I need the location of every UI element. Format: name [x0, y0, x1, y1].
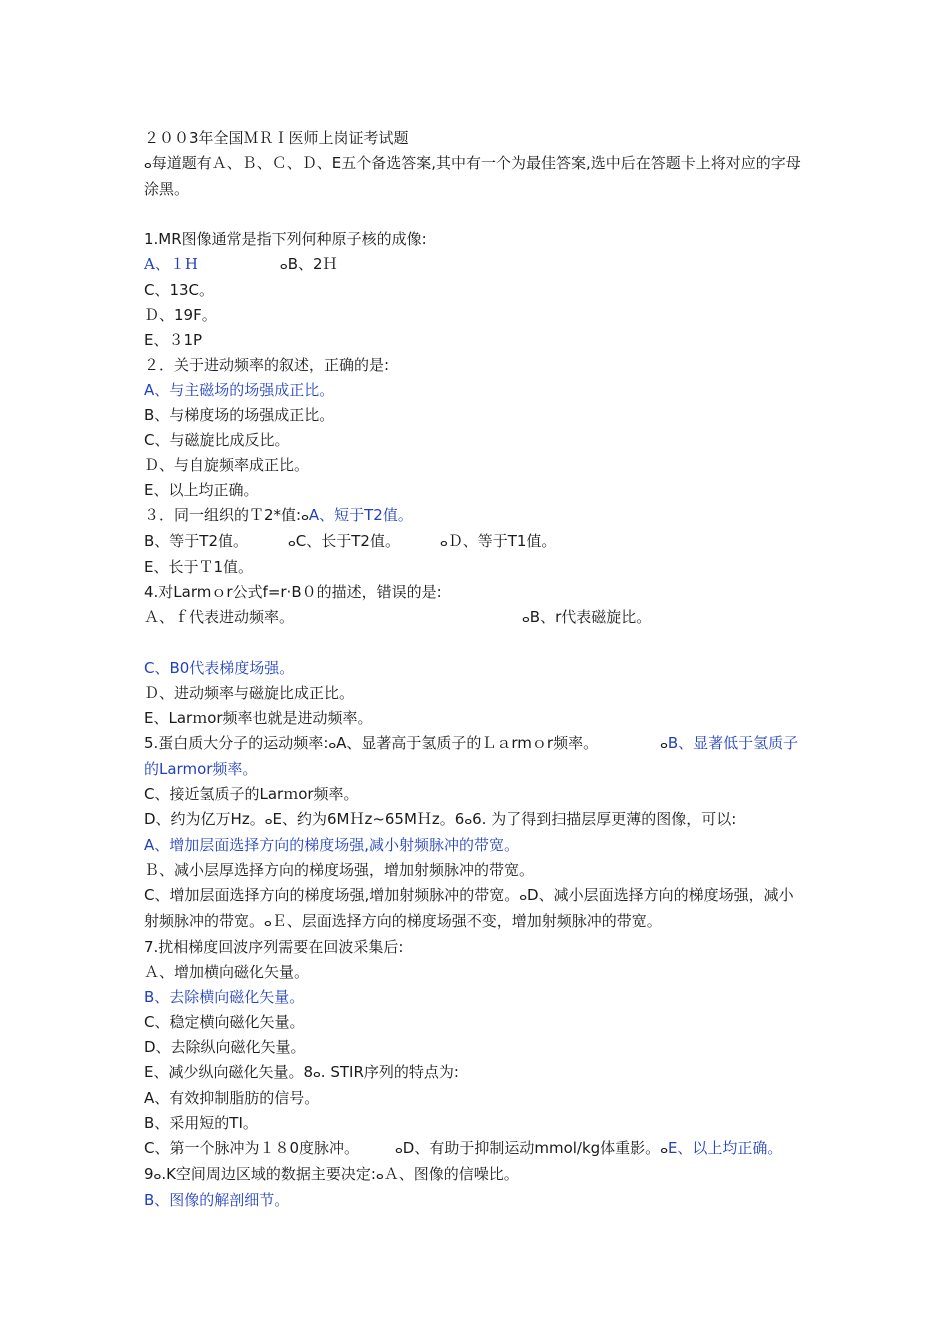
q5-option-a: A、显著高于氢质子的Ｌａrmｏr频率。	[336, 734, 599, 752]
instructions	[144, 151, 808, 202]
exam-content	[144, 126, 808, 1213]
q3-option-a: A、短于T2值。	[308, 506, 413, 524]
q3-option-e: E、长于Ｔ1值。	[144, 558, 254, 576]
q1-option-b: B、2Ｈ	[287, 255, 338, 273]
q5-option-c: C、接近氢质子的Larｍor频率。	[144, 785, 359, 803]
bullet-mark: ⴰ	[328, 737, 337, 751]
q7-option-d: D、去除纵向磁化矢量。	[144, 1038, 306, 1056]
spacer	[144, 202, 808, 227]
q6-number: 6	[454, 810, 465, 828]
q8-number: 8	[303, 1063, 314, 1081]
q3-stem: ３．同一组织的Ｔ2*值:	[144, 506, 302, 524]
bullet-mark: ⴰ	[439, 535, 448, 549]
q1-stem: 1.MR图像通常是指下列何种原子核的成像:	[144, 230, 427, 248]
q4-option-b: B、r代表磁旋比。	[529, 608, 652, 626]
q7-option-e: E、减少纵向磁化矢量。	[144, 1063, 304, 1081]
q9-option-a: Ａ、图像的信噪比。	[383, 1165, 519, 1183]
q5-option-e: E、约为6MＨz~65MＨz。	[272, 810, 455, 828]
q5-option-b: B、显著低于氢质子的Larmor频率。	[144, 734, 799, 778]
q7-option-a: Ａ、增加横向磁化矢量。	[144, 963, 310, 981]
q2-option-d: Ｄ、与自旋频率成正比。	[144, 456, 310, 474]
q8-option-c: C、第一个脉冲为１８0度脉冲。	[144, 1139, 360, 1157]
bullet-mark: ⴰ	[264, 813, 273, 827]
q7-option-c: C、稳定横向磁化矢量。	[144, 1013, 305, 1031]
bullet-mark: ⴰ	[464, 813, 473, 827]
q8-option-d: D、有助于抑制运动mmol/kg体重影。	[402, 1139, 661, 1157]
q5-option-d: D、约为亿万Hz。	[144, 810, 265, 828]
q6-option-e: Ｅ、层面选择方向的梯度场强不变，增加射频脉冲的带宽。	[271, 912, 662, 930]
q6-option-a: A、增加层面选择方向的梯度场强,减小射频脉冲的带宽。	[144, 836, 520, 854]
q9-option-b: B、图像的解剖细节。	[144, 1191, 290, 1209]
q9-number: 9	[144, 1165, 154, 1183]
instructions-text: 每道题有Ａ、Ｂ、Ｃ、Ｄ、E五个备选答案,其中有一个为最佳答案,选中后在答题卡上将对应的字母涂黑。	[144, 154, 801, 198]
q6-stem: 6. 为了得到扫描层厚更薄的图像，可以:	[472, 810, 737, 828]
q1-option-e: E、３1P	[144, 331, 203, 349]
spacer	[144, 631, 808, 656]
bullet-mark: ⴰ	[153, 1168, 162, 1182]
document-title: ２００3年全国ＭＲＩ医师上岗证考试题	[144, 129, 409, 147]
bullet-mark: ⴰ	[660, 737, 668, 751]
bullet-mark: ⴰ	[264, 915, 272, 929]
q3-stem-row	[144, 503, 808, 529]
q7-option-b: B、去除横向磁化矢量。	[144, 988, 305, 1006]
q3-option-c: C、长于T2值。	[295, 532, 400, 550]
q4-option-a: Ａ、ｆ代表进动频率。	[144, 608, 295, 626]
bullet-mark: ⴰ	[144, 157, 152, 171]
q6-option-d: D、减小层面选择方向的梯度场强，减小射频脉冲的带宽。	[144, 886, 794, 930]
bullet-mark: ⴰ	[313, 1066, 321, 1080]
q5-stem: 5.蛋白质大分子的运动频率:	[144, 734, 329, 752]
bullet-mark: ⴰ	[288, 535, 296, 549]
q9-stem: .K空间周边区域的数据主要决定:	[161, 1165, 376, 1183]
q2-option-c: C、与磁旋比成反比。	[144, 431, 290, 449]
bullet-mark: ⴰ	[522, 611, 530, 625]
q8-stem: . STIR序列的特点为:	[320, 1063, 459, 1081]
q6-option-c: C、增加层面选择方向的梯度场强,增加射频脉冲的带宽。	[144, 886, 520, 904]
q1-option-d: Ｄ、19F。	[144, 306, 217, 324]
q1-option-a: A、１H	[144, 255, 198, 273]
q5-row-de-q6	[144, 807, 808, 833]
bullet-mark: ⴰ	[279, 258, 288, 272]
bullet-mark: ⴰ	[395, 1142, 403, 1156]
q2-option-a: A、与主磁场的场强成正比。	[144, 381, 335, 399]
q6-row-cde	[144, 883, 808, 935]
q4-stem: 4.对Larmｏr公式f=r·B０的描述，错误的是:	[144, 583, 442, 601]
q4-option-d: Ｄ、进动频率与磁旋比成正比。	[144, 684, 355, 702]
bullet-mark: ⴰ	[301, 509, 309, 523]
q8-option-b: B、采用短的TI。	[144, 1114, 258, 1132]
q1-option-c: C、13C。	[144, 281, 215, 299]
q7-stem: 7.扰相梯度回波序列需要在回波采集后:	[144, 938, 404, 956]
q6-option-b: Ｂ、减小层厚选择方向的梯度场强，增加射频脉冲的带宽。	[144, 861, 535, 879]
bullet-mark: ⴰ	[519, 889, 528, 903]
q4-row-ab	[144, 605, 808, 631]
q8-row-cde-q9	[144, 1136, 808, 1188]
q4-option-c: C、B0代表梯度场强。	[144, 659, 295, 677]
q3-option-b: B、等于T2值。	[144, 532, 248, 550]
bullet-mark: ⴰ	[660, 1142, 668, 1156]
q4-option-e: E、Larｍor频率也就是进动频率。	[144, 709, 373, 727]
q2-stem: ２．关于进动频率的叙述，正确的是:	[144, 356, 390, 374]
bullet-mark: ⴰ	[375, 1168, 384, 1182]
q8-option-e: E、以上均正确。	[667, 1139, 783, 1157]
q2-option-b: B、与梯度场的场强成正比。	[144, 406, 335, 424]
q3-option-d: Ｄ、等于T1值。	[447, 532, 557, 550]
q3-row-bcd	[144, 529, 808, 555]
q8-option-a: A、有效抑制脂肪的信号。	[144, 1089, 320, 1107]
q7-row-e-q8	[144, 1060, 808, 1086]
q2-option-e: E、以上均正确。	[144, 481, 259, 499]
q5-stem-block	[144, 731, 808, 782]
q1-row-ab	[144, 252, 808, 278]
